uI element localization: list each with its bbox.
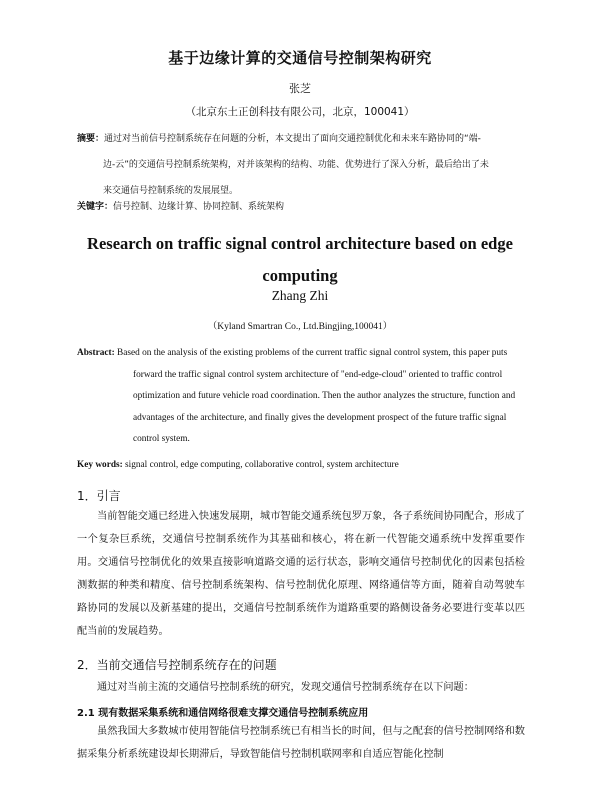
- paragraph-section-2-1: 虽然我国大多数城市使用智能信号控制系统已有相当长的时间，但与之配套的信号控制网络和数据采集分析系统建设却长期滞后，导致智能信号控制机联网率和自适应智能化控制: [77, 726, 525, 760]
- chinese-affiliation: （北京东土正创科技有限公司，北京，100041）: [185, 106, 415, 118]
- english-affiliation: （Kyland Smartran Co., Ltd.Bingjing,100041）: [207, 322, 393, 332]
- chinese-keywords: [77, 199, 524, 212]
- subsection-2-1-heading: 2.1 现有数据采集系统和通信网络很难支撑交通信号控制系统应用: [77, 708, 369, 719]
- paragraph-introduction: 当前智能交通已经进入快速发展期，城市智能交通系统包罗万象，各子系统间协同配合，形成了一个复杂巨系统，交通信号控制系统作为其基础和核心，将在新一代智能交通系统中发挥重要作用。交通信号控制优化的效果直接影响道路交通的运行状态，影响交通信号控制优化的因素包括检测数据的种类和精度、信号控制系统架构、信号控制优化原理、网络通信等方面，随着自动驾驶车路协同的发展以及新基建的提出，交通信号控制系统作为道路重要的路侧设备务必要进行变革以匹配当前的发展趋势。: [77, 511, 525, 637]
- chinese-author: 张芝: [289, 82, 311, 95]
- english-keywords-text: signal control, edge computing, collaborative control, system architecture: [122, 460, 399, 470]
- chinese-abstract-line-2: 边-云”的交通信号控制系统架构，对并该架构的结构、功能、优势进行了深入分析，最后给出了未: [103, 160, 489, 170]
- english-abstract-line-1: Based on the analysis of the existing problems of the current traffic signal control system, this paper puts: [114, 348, 508, 358]
- english-keywords-label: Key words:: [77, 460, 123, 470]
- chinese-abstract-line-3: 来交通信号控制系统的发展展望。: [103, 186, 239, 196]
- english-abstract: [77, 343, 525, 451]
- english-abstract-line-4: advantages of the architecture, and finally gives the development prospect of the future traffic signal: [133, 412, 507, 423]
- section-2-heading: 2．当前交通信号控制系统存在的问题: [77, 658, 277, 672]
- chinese-keywords-label: 关键字：: [77, 202, 114, 212]
- english-abstract-line-3: optimization and future vehicle road coordination. Then the author analyzes the structure, function and: [133, 391, 516, 401]
- paragraph-section-2-intro: 通过对当前主流的交通信号控制系统的研究，发现交通信号控制系统存在以下问题：: [97, 682, 474, 693]
- english-title: [0, 227, 600, 295]
- english-author: Zhang Zhi: [271, 288, 329, 303]
- section-1-heading: 1．引言: [77, 489, 121, 503]
- english-abstract-line-5: control system.: [133, 434, 190, 444]
- english-keywords: [77, 460, 524, 470]
- chinese-title: 基于边缘计算的交通信号控制架构研究: [168, 49, 432, 67]
- english-abstract-label: Abstract:: [77, 348, 115, 358]
- chinese-abstract-label: 摘要：: [77, 134, 105, 144]
- english-title-line-1: Research on traffic signal control architecture based on edge: [87, 234, 513, 253]
- english-title-line-2: computing: [262, 266, 338, 285]
- chinese-abstract-line-1: 通过对当前信号控制系统存在问题的分析，本文提出了面向交通控制优化和未来车路协同的“端-: [104, 134, 481, 144]
- chinese-keywords-text: 信号控制、边缘计算、协同控制、系统架构: [113, 202, 285, 212]
- english-abstract-line-2: forward the traffic signal control system architecture of "end-edge-cloud" oriented to traffic control: [133, 369, 503, 380]
- chinese-abstract: [77, 126, 524, 204]
